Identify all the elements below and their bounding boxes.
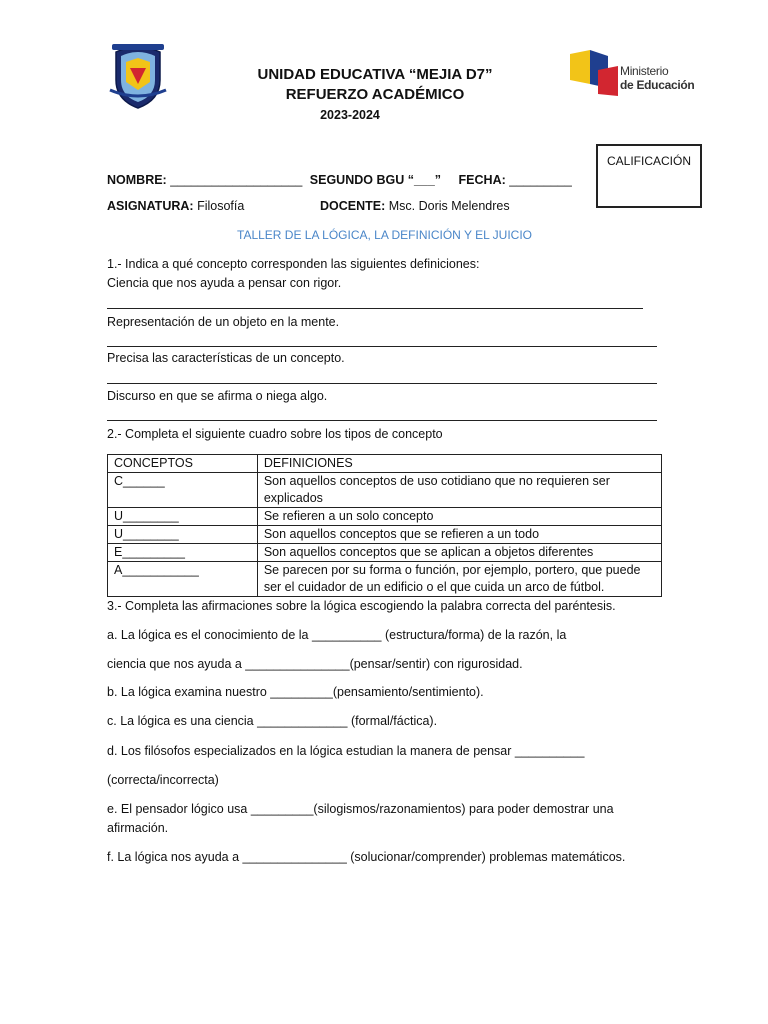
table-row (108, 473, 662, 508)
table-row (108, 526, 662, 544)
q3-line: afirmación. (107, 821, 169, 835)
document-subtitle: REFUERZO ACADÉMICO (285, 86, 465, 103)
teacher-value: Msc. Doris Melendres (388, 199, 510, 213)
name-blank[interactable]: ___________________ (170, 173, 303, 187)
workshop-title: TALLER DE LA LÓGICA, LA DEFINICIÓN Y EL JUICIO (237, 228, 532, 242)
q1-item: Representación de un objeto en la mente. (107, 315, 340, 329)
table-row (108, 544, 662, 562)
q3-line: e. El pensador lógico usa _________(silogismos/razonamientos) para poder demostrar una (107, 802, 614, 816)
grade-box[interactable] (596, 144, 702, 208)
table-row (108, 508, 662, 526)
concepts-table (107, 454, 662, 597)
teacher-label: DOCENTE: (320, 199, 386, 213)
q1-answer-line[interactable] (107, 346, 657, 347)
q3-line: (correcta/incorrecta) (107, 773, 219, 787)
table-header-row (108, 455, 662, 473)
table-header-cell: CONCEPTOS (108, 455, 258, 473)
q3-line: c. La lógica es una ciencia _____________ (formal/fáctica). (107, 714, 438, 728)
q3-line: f. La lógica nos ayuda a _______________ (solucionar/comprender) problemas matemáticos. (107, 850, 626, 864)
q3-line: d. Los filósofos especializados en la lógica estudian la manera de pensar __________ (107, 744, 585, 758)
table-header-cell: DEFINICIONES (257, 455, 661, 473)
school-crest-logo (108, 40, 168, 110)
concept-cell[interactable]: C______ (108, 473, 258, 508)
date-blank[interactable]: _________ (509, 173, 572, 187)
definition-cell: Se parecen por su forma o función, por ejemplo, portero, que puede ser el cuidador de un edificio o el que cuida un arco de fútbol. (257, 562, 661, 597)
grade-label: CALIFICACIÓN (606, 154, 691, 168)
definition-cell: Son aquellos conceptos que se aplican a objetos diferentes (257, 544, 661, 562)
subject-value: Filosofía (197, 199, 245, 213)
q3-line: ciencia que nos ayuda a _______________(pensar/sentir) con rigurosidad. (107, 657, 523, 671)
q1-prompt: 1.- Indica a qué concepto corresponden las siguientes definiciones: (107, 257, 480, 271)
subject-label: ASIGNATURA: (107, 199, 194, 213)
course-label: SEGUNDO BGU “___” (309, 173, 442, 187)
ministry-logo (568, 50, 698, 100)
date-label: FECHA: (458, 173, 506, 187)
q1-item: Ciencia que nos ayuda a pensar con rigor. (107, 276, 342, 290)
q1-item: Discurso en que se afirma o niega algo. (107, 389, 328, 403)
teacher-info (320, 199, 580, 213)
concept-cell[interactable]: U________ (108, 526, 258, 544)
ministry-name-line1: Ministerio (620, 64, 669, 78)
q1-answer-line[interactable] (107, 308, 643, 309)
school-name: UNIDAD EDUCATIVA “MEJIA D7” (257, 66, 493, 83)
q3-line: a. La lógica es el conocimiento de la __________ (estructura/forma) de la razón, la (107, 628, 567, 642)
definition-cell: Se refieren a un solo concepto (257, 508, 661, 526)
school-year: 2023-2024 (320, 108, 380, 122)
q1-answer-line[interactable] (107, 383, 657, 384)
concept-cell[interactable]: A___________ (108, 562, 258, 597)
student-info-row (107, 173, 577, 187)
definition-cell: Son aquellos conceptos que se refieren a un todo (257, 526, 661, 544)
ministry-name-line2: de Educación (620, 78, 695, 92)
q3-prompt: 3.- Completa las afirmaciones sobre la lógica escogiendo la palabra correcta del paréntesis. (107, 599, 616, 613)
q1-item: Precisa las características de un concepto. (107, 351, 345, 365)
table-row (108, 562, 662, 597)
q1-answer-line[interactable] (107, 420, 657, 421)
q3-line: b. La lógica examina nuestro _________(pensamiento/sentimiento). (107, 685, 484, 699)
name-label: NOMBRE: (107, 173, 167, 187)
concept-cell[interactable]: U________ (108, 508, 258, 526)
definition-cell: Son aquellos conceptos de uso cotidiano que no requieren ser explicados (257, 473, 661, 508)
concept-cell[interactable]: E_________ (108, 544, 258, 562)
q2-prompt: 2.- Completa el siguiente cuadro sobre los tipos de concepto (107, 427, 443, 441)
